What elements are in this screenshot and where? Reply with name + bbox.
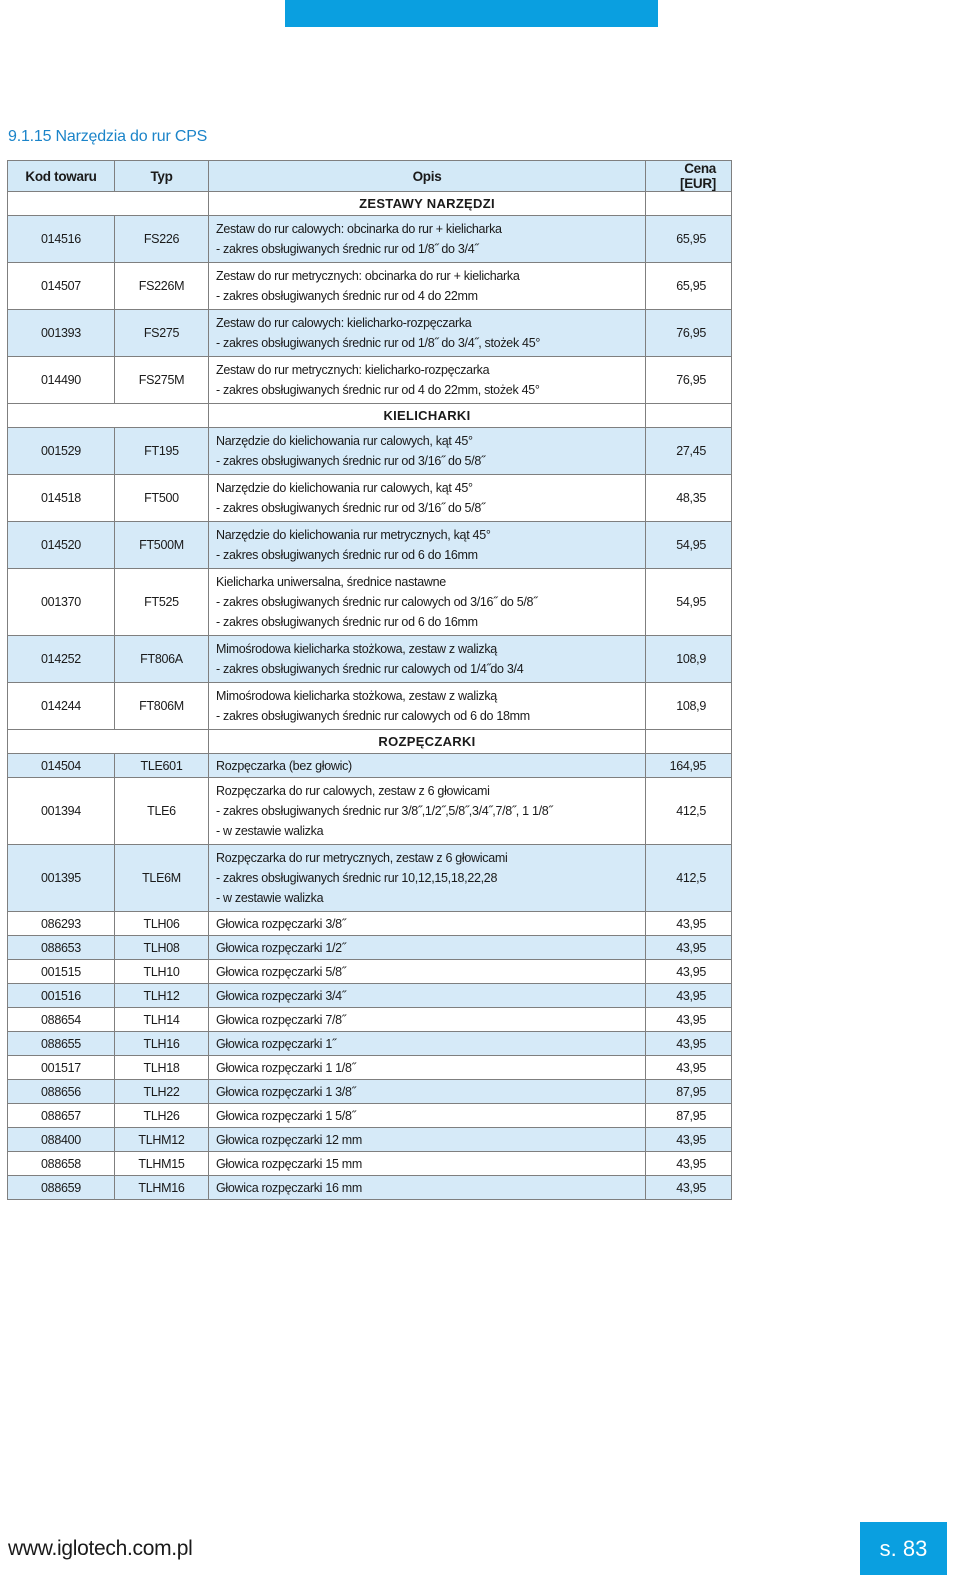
description-line: - zakres obsługiwanych średnic rur od 1/8˝ do 3/4˝	[216, 242, 479, 256]
cell-description	[209, 522, 646, 569]
cell-price: 65,95	[646, 263, 732, 310]
table-row	[8, 912, 732, 936]
group-header-spacer	[646, 730, 732, 754]
cell-price: 43,95	[646, 1056, 732, 1080]
description-line: - zakres obsługiwanych średnic rur od 4 do 22mm, stożek 45°	[216, 383, 540, 397]
description-line: - zakres obsługiwanych średnic rur od 6 do 16mm	[216, 548, 478, 562]
cell-price: 43,95	[646, 912, 732, 936]
table-row	[8, 845, 732, 912]
cell-price: 43,95	[646, 1152, 732, 1176]
header-description: Opis	[209, 161, 646, 192]
cell-price: 43,95	[646, 936, 732, 960]
cell-description	[209, 1032, 646, 1056]
cell-description	[209, 1080, 646, 1104]
cell-type: FT500	[115, 475, 209, 522]
description-line: Rozpęczarka (bez głowic)	[216, 758, 352, 773]
description-line: - zakres obsługiwanych średnic rur 10,12,15,18,22,28	[216, 871, 498, 885]
description-line: - zakres obsługiwanych średnic rur od 1/8˝ do 3/4˝, stożek 45°	[216, 336, 541, 350]
cell-code: 014516	[8, 216, 115, 263]
description-line: Rozpęczarka do rur calowych, zestaw z 6 głowicami	[216, 784, 490, 798]
cell-price: 43,95	[646, 984, 732, 1008]
cell-description	[209, 569, 646, 636]
group-header-spacer	[8, 404, 209, 428]
table-row	[8, 683, 732, 730]
cell-type: FS275M	[115, 357, 209, 404]
footer-url[interactable]: www.iglotech.com.pl	[8, 1537, 193, 1560]
cell-type: TLH10	[115, 960, 209, 984]
cell-code: 014244	[8, 683, 115, 730]
cell-code: 088655	[8, 1032, 115, 1056]
table-row	[8, 357, 732, 404]
cell-type: TLH22	[115, 1080, 209, 1104]
header-code: Kod towaru	[8, 161, 115, 192]
table-row	[8, 1008, 732, 1032]
cell-description	[209, 778, 646, 845]
description-line: Głowica rozpęczarki 5/8˝	[216, 964, 346, 979]
cell-price: 76,95	[646, 310, 732, 357]
description-line: Narzędzie do kielichowania rur calowych, kąt 45°	[216, 434, 473, 448]
cell-code: 014518	[8, 475, 115, 522]
group-header-row	[8, 404, 732, 428]
group-header-spacer	[8, 192, 209, 216]
description-line: - zakres obsługiwanych średnic rur od 6 do 16mm	[216, 615, 478, 629]
group-header-spacer	[646, 192, 732, 216]
cell-type: FT525	[115, 569, 209, 636]
group-header-spacer	[8, 730, 209, 754]
cell-type: FT806M	[115, 683, 209, 730]
cell-code: 088657	[8, 1104, 115, 1128]
description-line: Głowica rozpęczarki 12 mm	[216, 1132, 363, 1147]
cell-type: TLH12	[115, 984, 209, 1008]
cell-type: FS275	[115, 310, 209, 357]
cell-type: TLH18	[115, 1056, 209, 1080]
cell-code: 001515	[8, 960, 115, 984]
cell-code: 088656	[8, 1080, 115, 1104]
cell-code: 088653	[8, 936, 115, 960]
table-row	[8, 263, 732, 310]
cell-code: 014504	[8, 754, 115, 778]
cell-code: 001393	[8, 310, 115, 357]
cell-price: 43,95	[646, 1128, 732, 1152]
cell-code: 001395	[8, 845, 115, 912]
description-line: Narzędzie do kielichowania rur calowych, kąt 45°	[216, 481, 473, 495]
cell-description	[209, 1176, 646, 1200]
cell-description	[209, 845, 646, 912]
cell-type: TLH26	[115, 1104, 209, 1128]
cell-price: 65,95	[646, 216, 732, 263]
cell-price: 54,95	[646, 569, 732, 636]
cell-description	[209, 1104, 646, 1128]
cell-type: TLE601	[115, 754, 209, 778]
table-header-row	[8, 161, 732, 192]
cell-price: 43,95	[646, 1176, 732, 1200]
description-line: - zakres obsługiwanych średnic rur calowych od 1/4˝do 3/4	[216, 662, 524, 676]
cell-description	[209, 754, 646, 778]
table-row	[8, 522, 732, 569]
header-type: Typ	[115, 161, 209, 192]
table-row	[8, 984, 732, 1008]
table-row	[8, 778, 732, 845]
description-line: Rozpęczarka do rur metrycznych, zestaw z 6 głowicami	[216, 851, 508, 865]
table-row	[8, 428, 732, 475]
description-line: - zakres obsługiwanych średnic rur od 3/16˝ do 5/8˝	[216, 501, 485, 515]
cell-type: TLH16	[115, 1032, 209, 1056]
table-row	[8, 216, 732, 263]
table-row	[8, 636, 732, 683]
cell-description	[209, 216, 646, 263]
description-line: - zakres obsługiwanych średnic rur od 4 do 22mm	[216, 289, 478, 303]
cell-description	[209, 1152, 646, 1176]
cell-type: FT806A	[115, 636, 209, 683]
description-line: Głowica rozpęczarki 15 mm	[216, 1156, 363, 1171]
cell-code: 001516	[8, 984, 115, 1008]
page-number-badge: s. 83	[860, 1522, 947, 1575]
cell-description	[209, 936, 646, 960]
cell-price: 87,95	[646, 1080, 732, 1104]
description-line: Głowica rozpęczarki 7/8˝	[216, 1012, 346, 1027]
description-line: - zakres obsługiwanych średnic rur calowych od 6 do 18mm	[216, 709, 530, 723]
cell-description	[209, 984, 646, 1008]
cell-description	[209, 310, 646, 357]
description-line: - zakres obsługiwanych średnic rur 3/8˝,1/2˝,5/8˝,3/4˝,7/8˝, 1 1/8˝	[216, 804, 553, 818]
cell-description	[209, 912, 646, 936]
description-line: Głowica rozpęczarki 1 1/8˝	[216, 1060, 356, 1075]
description-line: Mimośrodowa kielicharka stożkowa, zestaw z walizką	[216, 642, 497, 656]
cell-type: FS226	[115, 216, 209, 263]
cell-type: TLH08	[115, 936, 209, 960]
group-header-label: ROZPĘCZARKI	[209, 730, 646, 754]
cell-type: TLE6M	[115, 845, 209, 912]
cell-code: 001529	[8, 428, 115, 475]
cell-code: 014507	[8, 263, 115, 310]
cell-price: 164,95	[646, 754, 732, 778]
group-header-row	[8, 192, 732, 216]
description-line: Narzędzie do kielichowania rur metrycznych, kąt 45°	[216, 528, 491, 542]
group-header-label: ZESTAWY NARZĘDZI	[209, 192, 646, 216]
description-line: Głowica rozpęczarki 1 5/8˝	[216, 1108, 356, 1123]
cell-price: 87,95	[646, 1104, 732, 1128]
group-header-label: KIELICHARKI	[209, 404, 646, 428]
top-accent-bar	[285, 0, 658, 27]
table-row	[8, 1104, 732, 1128]
cell-code: 088400	[8, 1128, 115, 1152]
header-price: Cena [EUR]	[646, 161, 732, 192]
cell-type: FT195	[115, 428, 209, 475]
table-row	[8, 754, 732, 778]
section-title: 9.1.15 Narzędzia do rur CPS	[8, 128, 208, 145]
description-line: Zestaw do rur metrycznych: obcinarka do rur + kielicharka	[216, 269, 520, 283]
cell-price: 43,95	[646, 1032, 732, 1056]
cell-code: 001517	[8, 1056, 115, 1080]
table-row	[8, 1080, 732, 1104]
cell-price: 54,95	[646, 522, 732, 569]
cell-price: 412,5	[646, 845, 732, 912]
cell-description	[209, 636, 646, 683]
cell-description	[209, 263, 646, 310]
description-line: Zestaw do rur metrycznych: kielicharko-rozpęczarka	[216, 363, 490, 377]
cell-description	[209, 960, 646, 984]
description-line: Głowica rozpęczarki 3/4˝	[216, 988, 346, 1003]
cell-code: 014520	[8, 522, 115, 569]
cell-code: 014252	[8, 636, 115, 683]
cell-price: 108,9	[646, 636, 732, 683]
description-line: - zakres obsługiwanych średnic rur calowych od 3/16˝ do 5/8˝	[216, 595, 538, 609]
description-line: - zakres obsługiwanych średnic rur od 3/16˝ do 5/8˝	[216, 454, 485, 468]
description-line: Mimośrodowa kielicharka stożkowa, zestaw z walizką	[216, 689, 497, 703]
cell-type: TLHM15	[115, 1152, 209, 1176]
cell-price: 108,9	[646, 683, 732, 730]
description-line: Głowica rozpęczarki 16 mm	[216, 1180, 363, 1195]
description-line: Głowica rozpęczarki 1˝	[216, 1036, 336, 1051]
cell-code: 014490	[8, 357, 115, 404]
cell-code: 088654	[8, 1008, 115, 1032]
table-row	[8, 1032, 732, 1056]
cell-description	[209, 357, 646, 404]
table-row	[8, 1152, 732, 1176]
table-row	[8, 936, 732, 960]
cell-price: 412,5	[646, 778, 732, 845]
description-line: - w zestawie walizka	[216, 891, 324, 905]
cell-description	[209, 1128, 646, 1152]
table-row	[8, 569, 732, 636]
price-table	[7, 160, 732, 1200]
cell-type: TLHM16	[115, 1176, 209, 1200]
cell-code: 088658	[8, 1152, 115, 1176]
cell-type: TLH06	[115, 912, 209, 936]
cell-price: 43,95	[646, 960, 732, 984]
description-line: Głowica rozpęczarki 1 3/8˝	[216, 1084, 356, 1099]
cell-description	[209, 683, 646, 730]
table-row	[8, 1128, 732, 1152]
cell-type: FS226M	[115, 263, 209, 310]
cell-code: 001394	[8, 778, 115, 845]
cell-description	[209, 475, 646, 522]
table-row	[8, 960, 732, 984]
group-header-row	[8, 730, 732, 754]
description-line: - w zestawie walizka	[216, 824, 324, 838]
cell-type: TLE6	[115, 778, 209, 845]
description-line: Głowica rozpęczarki 1/2˝	[216, 940, 346, 955]
table-row	[8, 1176, 732, 1200]
cell-description	[209, 1056, 646, 1080]
cell-description	[209, 1008, 646, 1032]
table-row	[8, 475, 732, 522]
cell-type: TLH14	[115, 1008, 209, 1032]
description-line: Zestaw do rur calowych: kielicharko-rozpęczarka	[216, 316, 472, 330]
cell-code: 086293	[8, 912, 115, 936]
description-line: Kielicharka uniwersalna, średnice nastawne	[216, 575, 446, 589]
description-line: Zestaw do rur calowych: obcinarka do rur + kielicharka	[216, 222, 502, 236]
cell-price: 43,95	[646, 1008, 732, 1032]
cell-code: 001370	[8, 569, 115, 636]
cell-price: 76,95	[646, 357, 732, 404]
cell-price: 27,45	[646, 428, 732, 475]
cell-code: 088659	[8, 1176, 115, 1200]
description-line: Głowica rozpęczarki 3/8˝	[216, 916, 346, 931]
cell-description	[209, 428, 646, 475]
cell-type: FT500M	[115, 522, 209, 569]
cell-price: 48,35	[646, 475, 732, 522]
table-row	[8, 310, 732, 357]
table-body	[8, 192, 732, 1200]
group-header-spacer	[646, 404, 732, 428]
table-row	[8, 1056, 732, 1080]
cell-type: TLHM12	[115, 1128, 209, 1152]
